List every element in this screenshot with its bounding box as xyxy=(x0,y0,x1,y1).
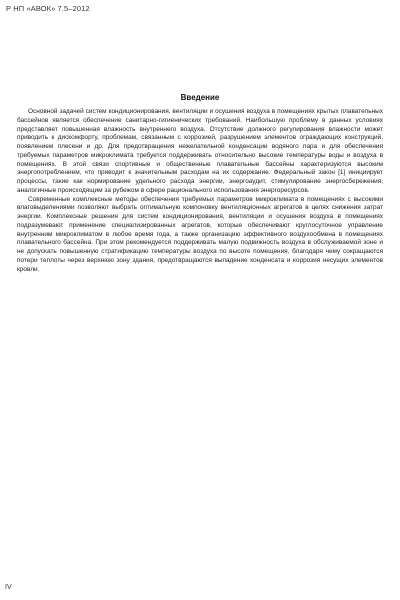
page-number: IV xyxy=(5,584,12,591)
paragraph-2: Современные комплексные методы обеспечения требуемых параметров микроклимата в помещениях с высокими влаговыделениями позволяют выбрать оптимальную компоновку вентиляционных агрегатов в целях снижения затрат энергии. Комплексные решения для систем кондиционирования, вентиляции и осушения воздуха в помещениях подразумевают применение специализированных агрегатов, которые обеспечивают круглосуточное управление внутренним микроклиматом в любое время года, а также организацию эффективного воздухообмена в помещениях плавательного бассейна. При этом рекомендуется поддерживать малую подвижность воздуха в обслуживаемой зоне и не допускать повышенную стратификацию температуры воздуха по высоте помещения, благодаря чему сокращаются потери теплоты через верхнюю зону здания, предотвращаются выпадение конденсата и коррозия несущих элементов кровли. xyxy=(17,195,383,273)
paragraph-1: Основной задачей систем кондиционирования, вентиляции и осушения воздуха в помещениях крытых плавательных бассейнов является обеспечение санитарно-гигиенических требований. Наибольшую проблему в данных условиях представляет повышенная влажность внутреннего воздуха. Отсутствие должного регулирования влажности может приводить к дискомфорту, проблемам, связанным с коррозией, разрушением элементов ограждающих конструкций, появлением плесени и др. Для предотвращения нежелательной конденсации водяного пара и для обеспечения требуемых параметров микроклимата требуется поддерживать относительно высокие температуры воды и воздуха в помещениях. В этой связи спортивные и общественные плавательные бассейны характеризуются высоким энергопотреблением, что приводит к значительным расходам на их содержание. Федеральный закон [1] инициирует процессы, такие как нормирование удельного расхода энергии, энергоаудит, стимулирование энергосбережения, аналогичные происходящим за рубежом в сфере рационального использования энергоресурсов. xyxy=(17,108,383,194)
running-header: Р НП «АВОК» 7.5–2012 xyxy=(6,4,90,13)
section-title: Введение xyxy=(180,93,220,102)
body-text xyxy=(17,108,383,274)
